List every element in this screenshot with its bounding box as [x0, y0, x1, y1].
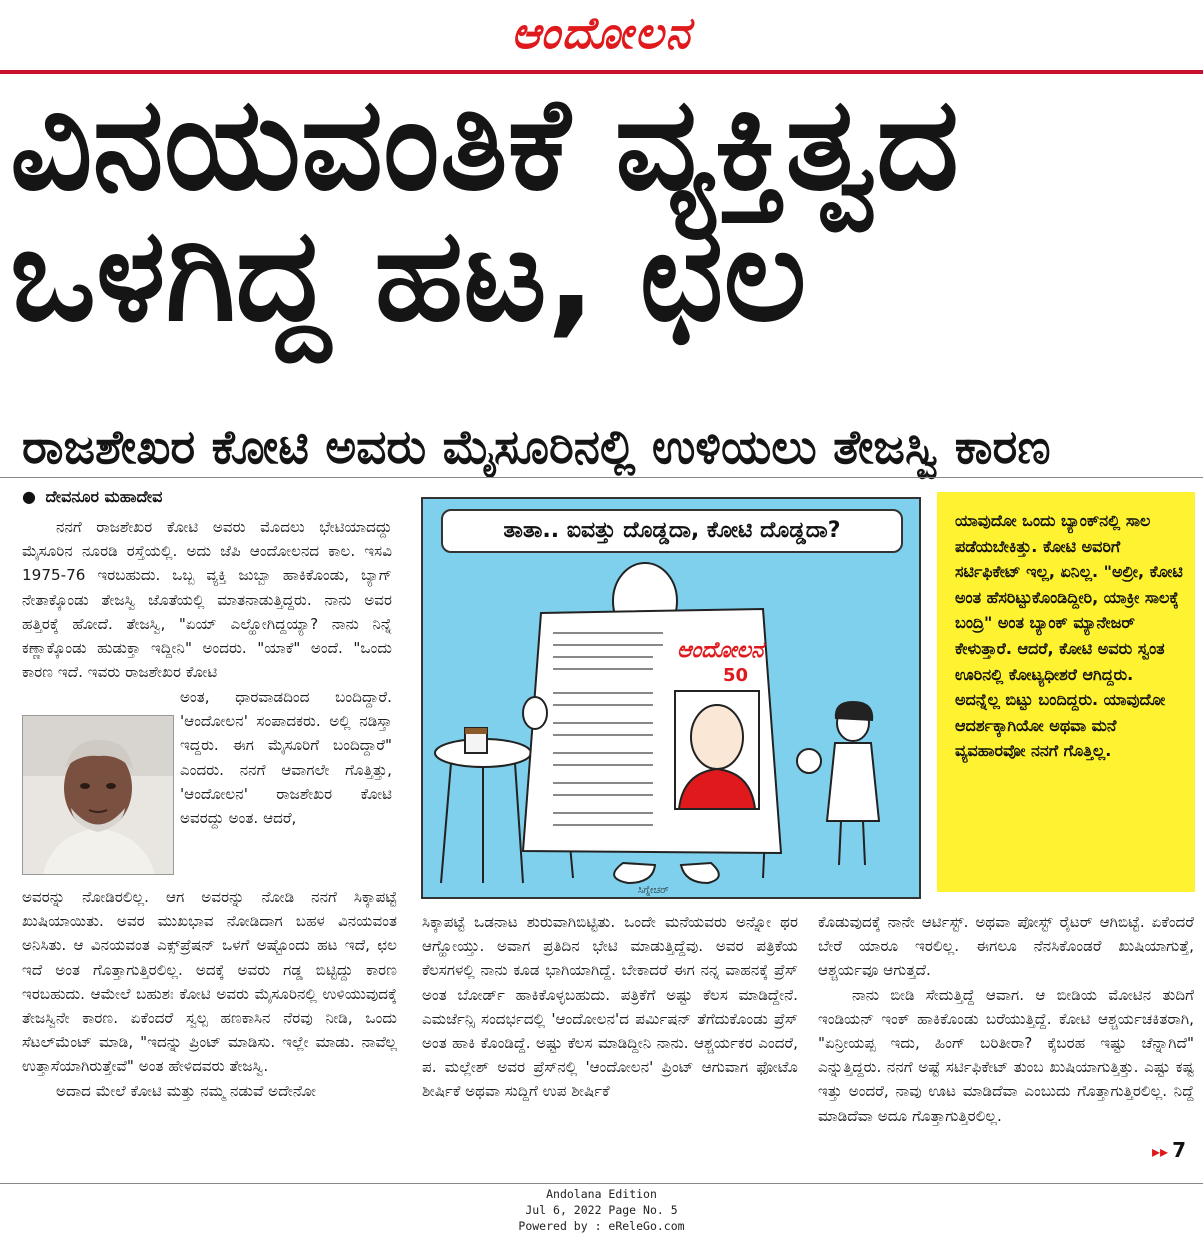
continued-on-page: [1152, 1138, 1186, 1162]
article-column-2: [422, 910, 798, 1104]
author-photo: [22, 715, 174, 875]
paragraph: ಅವರನ್ನು ನೋಡಿರಲಿಲ್ಲ. ಆಗ ಅವರನ್ನು ನೋಡಿ ನನಗೆ ಸಿಕ್ಕಾಪಟ್ಟೆ ಖುಷಿಯಾಯಿತು. ಅವರ ಮುಖಭಾವ ನೋಡಿದಾಗ ಬಹಳ ವಿನಯವಂತ ಅನಿಸಿತು. ಆ ವಿನಯವಂತ ಎಕ್ಸ್‌ಪ್ರೆಷನ್ ಒಳಗೆ ಅಷ್ಟೊಂದು ಹಟ ಇದೆ, ಛಲ ಇದೆ ಅಂತ ಗೊತ್ತಾಗುತ್ತಿರಲಿಲ್ಲ. ಅದಕ್ಕೆ ಅವರು ಗಡ್ಡ ಬಿಟ್ಟಿದ್ದು ಕಾರಣ ಇರಬಹುದು. ಆಮೇಲೆ ಬಹುಶಃ ಕೋಟಿ ಅವರು ಮೈಸೂರಿನಲ್ಲಿ ಉಳಿಯುವುದಕ್ಕೆ ತೇಜಸ್ವಿನೇ ಕಾರಣ. ಏಕೆಂದರೆ ಸ್ವಲ್ಪ ಹಣಕಾಸಿನ ನೆರವು ನೀಡಿ, ಒಂದು ಸೆಟಲ್‌ಮೆಂಟ್ ಮಾಡಿ, "ಇದನ್ನು ಪ್ರಿಂಟ್ ಮಾಡಿಸು. ಇಲ್ಲೇ ಮಾಡು. ನಾವೆಲ್ಲ ಉತ್ತಾಸೆಯಾಗಿರುತ್ತೇವೆ" ಅಂತ ಹೇಳಿದವರು ತೇಜಸ್ವಿ.: [22, 888, 397, 1076]
footer-divider: [0, 1183, 1203, 1184]
cartoon-drawing: [423, 553, 919, 897]
paragraph: ಕೊಡುವುದಕ್ಕೆ ನಾನೇ ಆರ್ಟಿಸ್ಟ್. ಅಥವಾ ಪೋಸ್ಟ್ ರೈಟರ್ ಆಗಿಬಿಟ್ಟೆ. ಏಕೆಂದರೆ ಬೇರೆ ಯಾರೂ ಇರಲಿಲ್ಲ. ಈಗಲೂ ನೆನಸಿಕೊಂಡರೆ ಖುಷಿಯಾಗುತ್ತೆ, ಆಶ್ಚರ್ಯವೂ ಆಗುತ್ತದೆ.: [818, 913, 1194, 980]
paragraph: ಅದಾದ ಮೇಲೆ ಕೋಟಿ ಮತ್ತು ನಮ್ಮ ನಡುವೆ ಅದೇನೋ: [56, 1081, 317, 1100]
article-column-1-top: [22, 515, 392, 684]
paragraph: ನಾನು ಬೀಡಿ ಸೇದುತ್ತಿದ್ದೆ ಆವಾಗ. ಆ ಬೀಡಿಯ ಮೋಟಿನ ತುದಿಗೆ ಇಂಡಿಯನ್ ಇಂಕ್ ಹಾಕಿಕೊಂಡು ಬರೆಯುತ್ತಿದ್ದೆ. ಕೋಟಿ ಆಶ್ಚರ್ಯಚಕಿತರಾಗಿ, "ಏನ್ರೀಯಪ್ಪ ಇದು, ಹಿಂಗ್ ಬರಿತೀರಾ? ಕೈಬರಹ ಇಷ್ಟು ಚೆನ್ನಾಗಿದೆ" ಎನ್ನುತ್ತಿದ್ದರು. ನನಗೆ ಅಷ್ಟೆ ಸರ್ಟಿಫಿಕೇಟ್ ತುಂಬ ಖುಷಿಯಾಗುತ್ತಿತ್ತು. ಎಷ್ಟು ಕಷ್ಟ ಇತ್ತು ಅಂದರೆ, ನಾವು ಊಟ ಮಾಡಿದೆವಾ ಎಂಬುದು ಗೊತ್ತಾಗುತ್ತಿರಲಿಲ್ಲ. ನಿದ್ದೆ ಮಾಡಿದೆವಾ ಅದೂ ಗೊತ್ತಾಗುತ್ತಿರಲಿಲ್ಲ.: [818, 985, 1194, 1125]
article-column-1-beside-photo: [180, 685, 392, 830]
byline-bullet: ●: [22, 487, 36, 506]
cartoon-paper-number: 50: [723, 665, 749, 686]
article-column-3: [818, 910, 1194, 1128]
masthead: [0, 0, 1203, 72]
headline: [10, 70, 1200, 350]
headline-line-1: ವಿನಯವಂತಿಕೆ ವ್ಯಕ್ತಿತ್ವದ: [10, 70, 959, 219]
pull-quote-text: ಯಾವುದೋ ಒಂದು ಬ್ಯಾಂಕ್‌ನಲ್ಲಿ ಸಾಲ ಪಡೆಯಬೇಕಿತ್ತು. ಕೋಟಿ ಅವರಿಗೆ ಸರ್ಟಿಫಿಕೇಟ್ ಇಲ್ಲ, ಏನಿಲ್ಲ. "ಅಲ್ರೀ, ಕೋಟಿ ಅಂತ ಹೆಸರಿಟ್ಟುಕೊಂಡಿದ್ದೀರಿ, ಯಾಕ್ರೀ ಸಾಲಕ್ಕೆ ಬಂದ್ರಿ" ಅಂತ ಬ್ಯಾಂಕ್ ಮ್ಯಾನೇಜರ್ ಕೇಳುತ್ತಾರೆ. ಆದರೆ, ಕೋಟಿ ಅವರು ಸ್ವಂತ ಊರಿನಲ್ಲಿ ಕೋಟ್ಯಧೀಶರೆ ಆಗಿದ್ದರು. ಅದನ್ನೆಲ್ಲ ಬಿಟ್ಟು ಬಂದಿದ್ದರು. ಯಾವುದೋ ಆದರ್ಶಕ್ಕಾಗಿಯೋ ಅಥವಾ ಮನೆ ವ್ಯವಹಾರವೋ ನನಗೆ ಗೊತ್ತಿಲ್ಲ.: [955, 511, 1183, 761]
page-footer: [0, 1186, 1203, 1234]
cartoon-speech-bubble: ತಾತಾ.. ಐವತ್ತು ದೊಡ್ಡದಾ, ಕೋಟಿ ದೊಡ್ಡದಾ?: [441, 509, 903, 553]
subheadline: ರಾಜಶೇಖರ ಕೋಟಿ ಅವರು ಮೈಸೂರಿನಲ್ಲಿ ಉಳಿಯಲು ತೇಜಸ್ವಿ ಕಾರಣ: [22, 420, 1051, 475]
continue-page-number: 7: [1172, 1138, 1186, 1162]
continue-arrow-icon: ▸▸: [1152, 1142, 1169, 1161]
footer-edition: Andolana Edition: [546, 1187, 657, 1201]
cartoonist-signature: ಸಿಗ್ನೇಚರ್: [638, 885, 669, 896]
pull-quote-box: [937, 492, 1195, 892]
newspaper-logo: ಆಂದೋಲನ: [511, 8, 692, 59]
footer-powered-by: Powered by : eReleGo.com: [518, 1219, 685, 1233]
paragraph: ಸಿಕ್ಕಾಪಟ್ಟೆ ಒಡನಾಟ ಶುರುವಾಗಿಬಿಟ್ಟಿತು. ಒಂದೇ ಮನೆಯವರು ಅನ್ನೋ ಥರ ಆಗ್ಹೋಯ್ತು. ಅವಾಗ ಪ್ರತಿದಿನ ಭೇಟಿ ಮಾಡುತ್ತಿದ್ದೆವು. ಅವರ ಪತ್ರಿಕೆಯ ಕೆಲಸಗಳಲ್ಲಿ ನಾನು ಕೂಡ ಭಾಗಿಯಾಗಿದ್ದೆ. ಬೇಕಾದರೆ ಈಗ ನನ್ನ ವಾಹನಕ್ಕೆ ಪ್ರೆಸ್ ಅಂತ ಬೋರ್ಡ್ ಹಾಕಿಕೊಳ್ಳಬಹುದು. ಪತ್ರಿಕೆಗೆ ಅಷ್ಟು ಕೆಲಸ ಮಾಡಿದ್ದೇನೆ. ಎಮರ್ಜೆನ್ಸಿ ಸಂದರ್ಭದಲ್ಲಿ 'ಆಂದೋಲನ'ದ ಪರ್ಮಿಷನ್ ತೆಗೆದುಕೊಂಡು ಪ್ರೆಸ್ ಅಂತ ಹಾಕಿ ಕೊಂಡಿದ್ದೆ. ಅಷ್ಟು ಕೆಲಸ ಮಾಡಿದ್ದೀನಿ ನಾನು. ಆಶ್ಚರ್ಯಕರ ಎಂದರೆ, ಪ. ಮಲ್ಲೇಶ್ ಅವರ ಪ್ರೆಸ್‌ನಲ್ಲಿ 'ಆಂದೋಲನ' ಪ್ರಿಂಟ್ ಆಗುವಾಗ ಫೋಟೊ ಶೀರ್ಷಿಕೆ ಅಥವಾ ಸುದ್ದಿಗೆ ಉಪ ಶೀರ್ಷಿಕೆ: [422, 913, 798, 1101]
paragraph: ನನಗೆ ರಾಜಶೇಖರ ಕೋಟಿ ಅವರು ಮೊದಲು ಭೇಟಿಯಾದದ್ದು ಮೈಸೂರಿನ ನೂರಡಿ ರಸ್ತೆಯಲ್ಲಿ. ಅದು ಜೆಪಿ ಆಂದೋಲನದ ಕಾಲ. ಇಸವಿ 1975-76 ಇರಬಹುದು. ಒಬ್ಬ ವ್ಯಕ್ತಿ ಜುಬ್ಬಾ ಹಾಕಿಕೊಂಡು, ಬ್ಯಾಗ್ ನೇತಾಕ್ಕೊಂಡು ತೇಜಸ್ವಿ ಜೊತೆಯಲ್ಲಿ ಮಾತನಾಡುತ್ತಿದ್ದರು. ನಾನು ಅವರ ಹತ್ತಿರಕ್ಕೆ ಹೋದೆ. ತೇಜಸ್ವಿ, "ಏಯ್ ಎಲ್ಹೋಗಿದ್ದಯ್ಯಾ? ನಾನು ನಿನ್ನೆ ಕಣ್ಣಾಕ್ಕೊಂಡು ಹುಡುಕ್ತಾ ಇದ್ದೀನಿ" ಅಂದರು. "ಯಾಕೆ" ಅಂದೆ. "ಒಂದು ಕಾರಣ ಇದೆ. ಇವರು ರಾಜಶೇಖರ ಕೋಟಿ: [22, 518, 392, 682]
footer-date-page: Jul 6, 2022 Page No. 5: [525, 1203, 678, 1217]
author-name: ದೇವನೂರ ಮಹಾದೇವ: [45, 487, 163, 506]
section-divider: [0, 477, 1203, 478]
paragraph: ಅಂತ, ಧಾರವಾಡದಿಂದ ಬಂದಿದ್ದಾರೆ. 'ಆಂದೋಲನ' ಸಂಪಾದಕರು. ಅಲ್ಲಿ ನಡಿಸ್ತಾ ಇದ್ದರು. ಈಗ ಮೈಸೂರಿಗೆ ಬಂದಿದ್ದಾರೆ" ಎಂದರು. ನನಗೆ ಆವಾಗಲೇ ಗೊತ್ತಿತ್ತು, 'ಆಂದೋಲನ' ರಾಜಶೇಖರ ಕೋಟಿ ಅವರದ್ದು ಅಂತ. ಆದರೆ,: [180, 688, 392, 828]
article-column-1-bottom: [22, 885, 397, 1103]
cartoon-paper-logo: ಆಂದೋಲನ: [677, 637, 764, 663]
headline-line-2: ಒಳಗಿದ್ದ ಹಟ, ಛಲ: [10, 200, 807, 350]
author-portrait-image: [23, 716, 173, 874]
byline: [22, 487, 162, 507]
editorial-cartoon: [421, 497, 921, 899]
